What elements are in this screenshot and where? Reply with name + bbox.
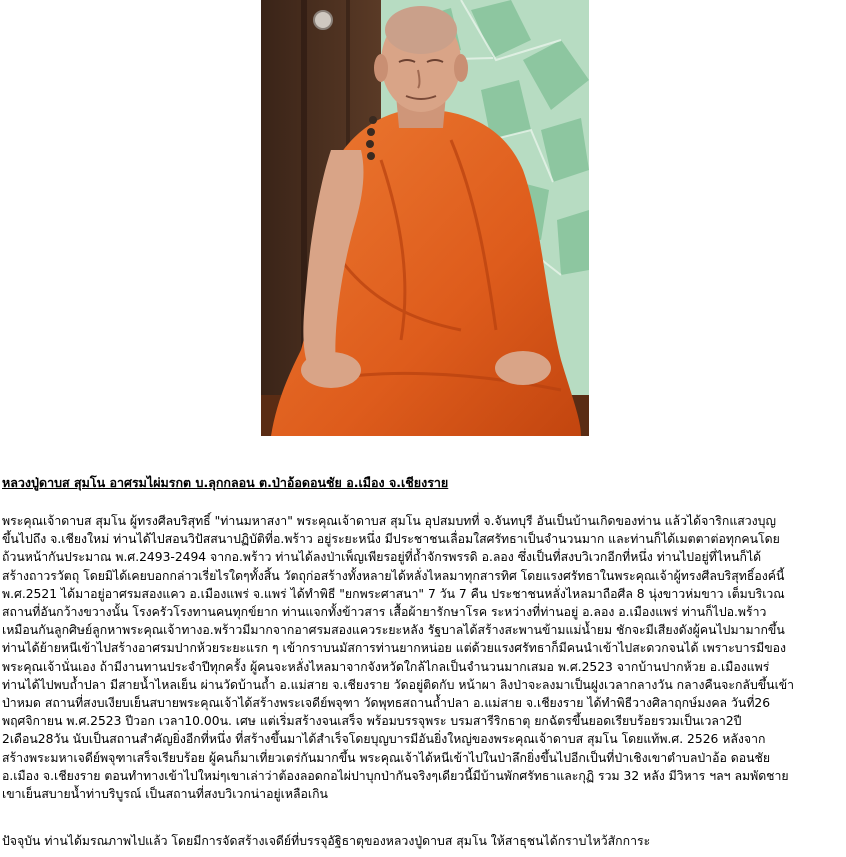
body-line: สร้างถาวรวัตถุ โดยมิได้เคยบอกกล่าวเรี่ยไรใดๆทั้งสิ้น วัตถุก่อสร้างทั้งหลายได้หลั่งไหลมาทุกสารทิศ โดยแรงศรัทธาในพระคุณเจ้าผู้ทรงศีลบริสุทธิ์องค์นี้ (2, 568, 785, 583)
body-line: อ.เมือง จ.เชียงราย ตอนทำทางเข้าไปใหม่ๆเขาเล่าว่าต้องลอดกอไผ่ปาบุกป่ากันจริงๆเดียวนี้มีบ้านพักศรัทธาและกุฏิ รวม 32 หลัง มีวิหาร ฯลฯ ลมพัดชาย (2, 768, 789, 783)
monk-photo (261, 0, 589, 436)
body-line: เหมือนกันลูกศิษย์ลูกหาพระคุณเจ้าทางอ.พร้าวมีมากจากอาศรมสองแควระยะหลัง รัฐบาลได้สร้างสะพานข้ามแม่น้ำยม ชักจะมีเสียงดังผู้คนไปมามากขึ้น (2, 623, 785, 638)
body-line: ท่านได้ไปพบถ้ำปลา มีสายน้ำไหลเย็น ผ่านวัดบ้านถ้ำ อ.แม่สาย จ.เชียงราย วัดอยู่ติดกับ หน้าผา ลิงป่าจะลงมาเป็นฝูงเวลากลางวัน กลางคืนจะกลับขึ้นเข้า (2, 677, 795, 692)
article-heading: หลวงปู่ดาบส สุมโน อาศรมไผ่มรกต บ.ลุกกลอน ต.ป่าอ้อดอนชัย อ.เมือง จ.เชียงราย (2, 475, 449, 490)
body-line: ป่าหมด สถานที่สงบเงียบเย็นสบายพระคุณเจ้าได้สร้างพระเจดีย์พจุฑา วัดพุทธสถานถ้ำปลา อ.แม่สาย จ.เชียงราย ได้ทำพิธีวางศิลาฤกษ์มงคล วันที่26 (2, 696, 771, 711)
body-line: พระคุณเจ้าดาบส สุมโน ผู้ทรงศีลบริสุทธิ์ "ท่านมหาสงา" พระคุณเจ้าดาบส สุมโน อุปสมบทที่ จ.จันทบุรี อันเป็นบ้านเกิดของท่าน แล้วได้จาริกแสวงบุญ (2, 514, 776, 528)
body-line: สร้างพระมหาเจดีย์พจุฑาเสร็จเรียบร้อย ผู้คนก็มาเที่ยวเตร่กันมากขึ้น พระคุณเจ้าได้หนีเข้าไปในป่าลึกยิ่งขึ้นไปอีกเป็นที่ป่าเชิงเขาตำบลป่าอ้อ ดอนชัย (2, 750, 771, 765)
article-body (2, 512, 844, 803)
body-line: พฤศจิกายน พ.ศ.2523 ปีวอก เวลา10.00น. เศษ แต่เริ่มสร้างจนเสร็จ พร้อมบรรจุพระ บรมสารีริกธาตุ ยกฉัตรขึ้นยอดเรียบร้อยรวมเป็นเวลา2ปี (2, 714, 742, 729)
body-line: ท่านได้ย้ายหนีเข้าไปสร้างอาศรมปากห้วยระยะแรก ๆ เข้ากราบนมัสการท่านยากหน่อย แต่ด้วยแรงศรัทธาก็มีคนนำเข้าไปสะดวกจนได้ เพราะบารมีของ (2, 641, 787, 656)
body-line: เขาเย็นสบายน้ำท่าบริบูรณ์ เป็นสถานที่สงบวิเวกน่าอยู่เหลือเกิน (2, 787, 328, 802)
body-line: ถ้วนหน้ากันประมาณ พ.ศ.2493-2494 จากอ.พร้าว ท่านได้ลงป่าเพ็ญเพียรอยู่ที่ถ้ำจักรพรรดิ อ.ลอง ซึ่งเป็นที่สงบวิเวกอีกที่หนึ่ง ท่านไปอยู่ที่ไหนก็ได้ (2, 550, 762, 565)
body-line: พระคุณเจ้านั่นเอง ถ้ามีงานทานประจำปีทุกครั้ง ผู้คนจะหลั่งไหลมาจากจังหวัดใกล้ไกลเป็นจำนวนมากเสมอ พ.ศ.2523 จากบ้านปากห้วย อ.เมืองแพร่ (2, 659, 770, 674)
body-line: พ.ศ.2521 ได้มาอยู่อาศรมสองแคว อ.เมืองแพร่ จ.แพร่ ได้ทำพิธี "ยกพระศาสนา" 7 วัน 7 คืน ประชาชนหลั่งไหลมาถือศีล 8 นุ่งขาวห่มขาว เต็มบริเวณ (2, 586, 785, 601)
closing-paragraph: ปัจจุบัน ท่านได้มรณภาพไปแล้ว โดยมีการจัดสร้างเจดีย์ที่บรรจุอัฐิธาตุของหลวงปู่ดาบส สุมโน ให้สาธุชนได้กราบไหว้สักการะ (2, 834, 651, 848)
body-line: ขึ้นไปถึง จ.เชียงใหม่ ท่านได้ไปสอนวิปัสสนาปฏิบัติที่อ.พร้าว อยู่ระยะหนึ่ง มีประชาชนเลื่อมใสศรัทธาเป็นจำนวนมาก และท่านก็ได้เมตตาต่อทุกคนโดย (2, 532, 780, 547)
monk-portrait-image (261, 0, 589, 436)
body-line: 2เดือน28วัน นับเป็นสถานสำคัญยิ่งอีกที่หนึ่ง ที่สร้างขึ้นมาได้สำเร็จโดยบุญบารมีอันยิ่งใหญ่ของพระคุณเจ้าดาบส สุมโน โดยแท้พ.ศ. 2526 หลังจาก (2, 732, 766, 747)
body-line: สถานที่อันกว้างขวางนั้น โรงครัวโรงทานคนทุกข์ยาก ท่านแจกทั้งข้าวสาร เสื้อผ้ายารักษาโรค ระหว่างที่ท่านอยู่ อ.ลอง อ.เมืองแพร่ ท่านก็ไปอ.พร้าว (2, 605, 767, 620)
